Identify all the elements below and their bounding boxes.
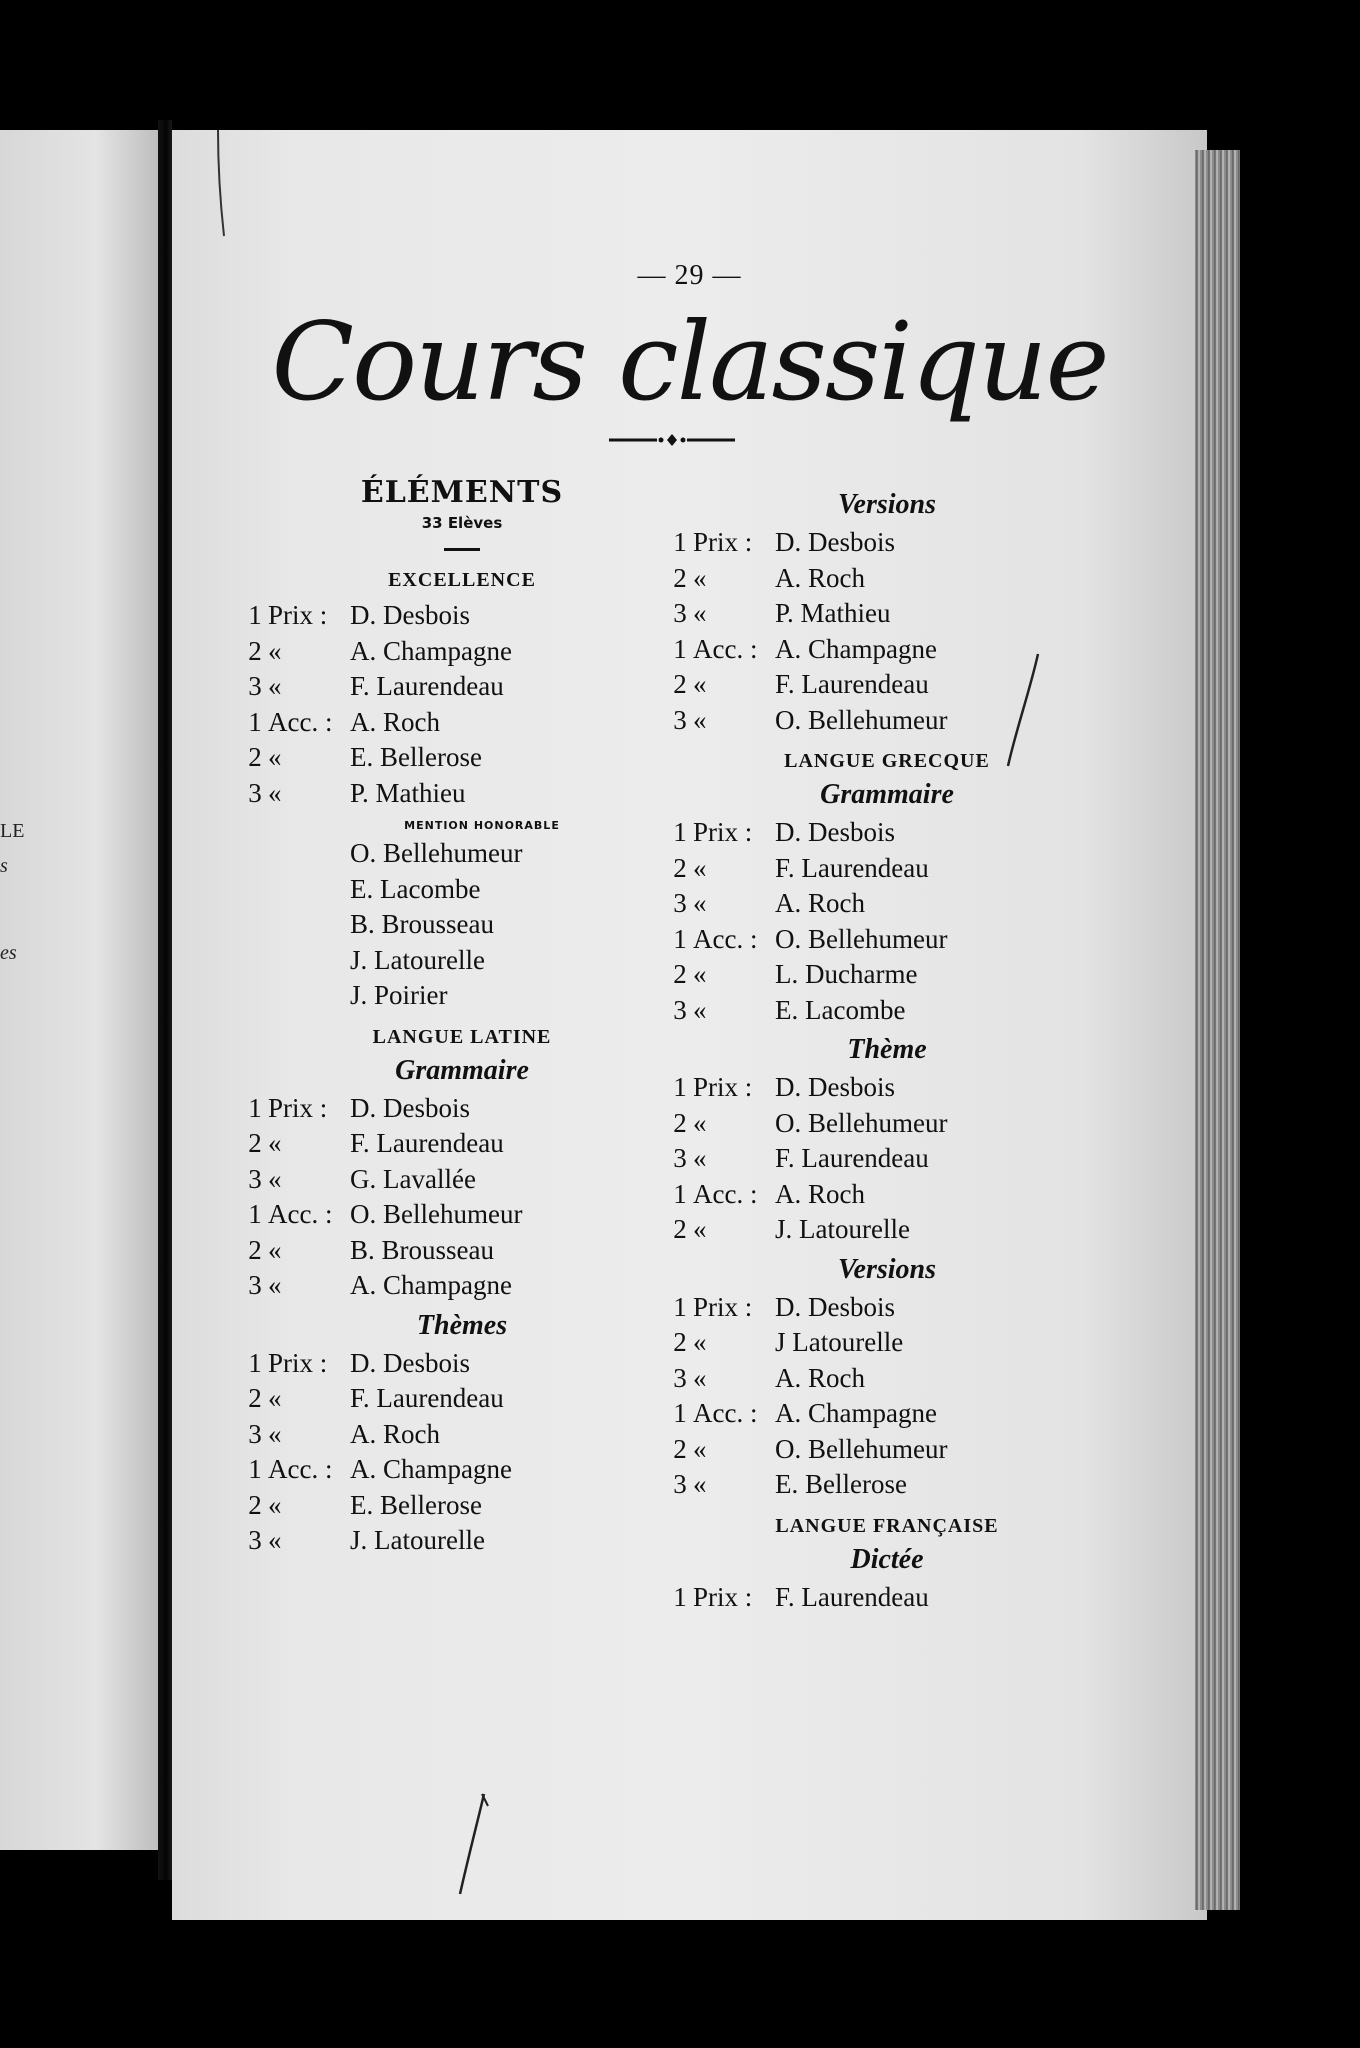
entry-label: «	[268, 1234, 282, 1265]
entry-rank: 3	[673, 994, 687, 1025]
subsection-heading: Versions	[837, 489, 937, 520]
prize-entry	[667, 1325, 1107, 1361]
prize-entry	[667, 1432, 1107, 1468]
entry-rank: 3	[673, 888, 687, 918]
facing-page-left	[0, 130, 160, 1850]
entry-name: F. Laurendeau	[775, 1143, 929, 1173]
prize-entry	[667, 957, 1107, 993]
entry-rank: 3	[673, 1469, 687, 1499]
subsection-heading: Grammaire	[820, 779, 954, 810]
entry-name: D. Desbois	[350, 1347, 470, 1378]
entry-rank: 1	[248, 1454, 262, 1484]
entry-name: A. Roch	[350, 706, 440, 737]
left-fragment: s	[0, 855, 8, 877]
entry-rank: 3	[248, 1418, 262, 1449]
entry-name: O. Bellehumeur	[775, 1433, 948, 1464]
entry-name: A. Champagne	[775, 633, 937, 664]
entry-rank: 2	[248, 1489, 262, 1520]
entry-label: «	[268, 635, 282, 666]
prize-entry	[667, 1361, 1107, 1397]
prize-entry	[667, 993, 1107, 1029]
prize-entry	[667, 1467, 1107, 1503]
subsection-heading: Thème	[847, 1034, 927, 1065]
entry-label: «	[693, 852, 707, 883]
section-heading: LANGUE FRANÇAISE	[775, 1514, 999, 1537]
prize-entry	[242, 1233, 682, 1269]
entry-label: «	[693, 1362, 707, 1393]
prize-entry	[667, 596, 1107, 632]
book-gutter	[158, 120, 172, 1880]
prize-entry	[242, 1381, 682, 1417]
entry-name: A. Roch	[350, 1418, 440, 1449]
entry-label: «	[693, 1107, 707, 1138]
ornament-divider-icon	[607, 430, 737, 450]
prize-entry	[667, 886, 1107, 922]
entry-rank: 3	[248, 777, 262, 808]
entry-name: B. Brousseau	[350, 1234, 494, 1265]
entry-name: A. Champagne	[350, 635, 512, 666]
prize-entry	[667, 815, 1107, 851]
prize-entry	[242, 776, 682, 812]
prize-entry	[242, 705, 682, 741]
entry-label: «	[268, 1489, 282, 1520]
entry-label: Acc. :	[693, 1178, 758, 1209]
entry-name: D. Desbois	[350, 1092, 470, 1123]
entry-label: «	[693, 1469, 707, 1499]
entry-name: P. Mathieu	[775, 598, 891, 628]
entry-label: Prix :	[268, 600, 328, 630]
entry-name: J Latourelle	[775, 1327, 904, 1357]
honorable-mention-name	[242, 907, 682, 943]
entry-rank: 3	[673, 1362, 687, 1393]
honorable-mention-name	[242, 943, 682, 979]
entry-rank: 2	[248, 1128, 262, 1158]
entry-name: A. Champagne	[350, 1454, 512, 1484]
entry-rank: 2	[248, 742, 262, 772]
entry-name: D. Desbois	[775, 1291, 895, 1322]
entry-label: «	[693, 669, 707, 699]
section-heading: 33 Elèves	[421, 514, 503, 532]
section-heading: LANGUE GRECQUE	[784, 750, 990, 772]
page-number: — 29 —	[637, 260, 742, 291]
entry-name: D. Desbois	[775, 817, 895, 847]
prize-entry	[667, 1212, 1107, 1248]
prize-entry	[242, 740, 682, 776]
prize-entry	[242, 1162, 682, 1198]
entry-label: Prix :	[693, 1581, 753, 1612]
entry-name: F. Laurendeau	[775, 669, 929, 699]
entry-rank: 2	[673, 1214, 687, 1244]
prize-entry	[667, 1396, 1107, 1432]
entry-rank: 1	[673, 1581, 687, 1612]
entry-rank: 2	[248, 1383, 262, 1413]
entry-name: L. Ducharme	[775, 959, 918, 989]
entry-name: E. Lacombe	[775, 994, 906, 1025]
section-dash	[444, 548, 480, 551]
entry-label: «	[268, 1383, 282, 1413]
entry-label: «	[693, 1327, 707, 1357]
entry-rank: 1	[673, 817, 687, 847]
entry-name: A. Roch	[775, 1178, 865, 1209]
entry-name: F. Laurendeau	[350, 671, 504, 701]
entry-label: Prix :	[268, 1347, 328, 1378]
prize-entry	[667, 1106, 1107, 1142]
entry-rank: 1	[673, 1291, 687, 1322]
subsection-heading: Versions	[837, 1253, 937, 1285]
entry-name: A. Roch	[775, 562, 865, 593]
entry-label: «	[268, 777, 282, 808]
prize-entry	[242, 1346, 682, 1382]
section-heading: MENTION HONORABLE	[404, 819, 560, 832]
entry-rank: 3	[248, 671, 262, 701]
entry-name: A. Champagne	[350, 1270, 512, 1300]
book-page	[172, 130, 1207, 1920]
entry-rank: 2	[673, 1433, 687, 1464]
entry-label: «	[268, 1418, 282, 1449]
prize-entry	[667, 1141, 1107, 1177]
entry-label: Prix :	[693, 1291, 753, 1322]
entry-label: Acc. :	[268, 1454, 333, 1484]
entry-rank: 1	[248, 1347, 262, 1378]
entry-rank: 2	[248, 635, 262, 666]
subsection-heading: Thèmes	[416, 1309, 508, 1341]
prize-entry	[242, 1091, 682, 1127]
entry-name: F. Laurendeau	[775, 852, 929, 883]
entry-label: Prix :	[693, 817, 753, 847]
entry-label: «	[268, 671, 282, 701]
prize-entry	[667, 922, 1107, 958]
section-heading: LANGUE LATINE	[372, 1025, 552, 1048]
entry-rank: 1	[248, 706, 262, 737]
entry-rank: 1	[673, 1398, 687, 1428]
entry-label: Prix :	[693, 527, 753, 557]
entry-name: J. Poirier	[350, 980, 448, 1010]
entry-label: «	[268, 1128, 282, 1158]
prize-entry	[667, 1290, 1107, 1326]
entry-rank: 3	[248, 1270, 262, 1300]
prize-entry	[242, 1523, 682, 1559]
entry-label: «	[268, 1525, 282, 1555]
entry-label: Prix :	[268, 1092, 328, 1123]
entry-label: «	[268, 1163, 282, 1194]
entry-name: G. Lavallée	[350, 1163, 476, 1194]
prize-entry	[242, 634, 682, 670]
entry-label: «	[693, 1433, 707, 1464]
prize-entry	[667, 1070, 1107, 1106]
entry-rank: 2	[673, 669, 687, 699]
entry-rank: 1	[673, 923, 687, 954]
entry-label: «	[693, 959, 707, 989]
entry-name: A. Roch	[775, 888, 865, 918]
prize-entry	[242, 669, 682, 705]
pencil-mark-icon	[1002, 650, 1042, 770]
prize-entry	[242, 1126, 682, 1162]
prize-entry	[242, 1488, 682, 1524]
prize-entry	[667, 1580, 1107, 1616]
entry-name: A. Champagne	[775, 1398, 937, 1428]
entry-rank: 1	[673, 633, 687, 664]
entry-name: F. Laurendeau	[775, 1581, 929, 1612]
entry-rank: 3	[673, 704, 687, 735]
entry-rank: 1	[673, 1178, 687, 1209]
left-fragment: es	[0, 942, 17, 964]
entry-name: O. Bellehumeur	[775, 1107, 948, 1138]
entry-rank: 2	[248, 1234, 262, 1265]
entry-rank: 2	[673, 852, 687, 883]
page-edges	[1195, 150, 1240, 1910]
entry-label: Acc. :	[693, 1398, 758, 1428]
entry-name: E. Bellerose	[350, 742, 482, 772]
entry-name: J. Latourelle	[350, 1525, 485, 1555]
entry-name: E. Lacombe	[350, 873, 481, 904]
entry-label: Acc. :	[268, 1199, 333, 1229]
subsection-heading: Grammaire	[395, 1054, 529, 1086]
entry-name: F. Laurendeau	[350, 1383, 504, 1413]
entry-name: O. Bellehumeur	[775, 704, 948, 735]
entry-name: F. Laurendeau	[350, 1128, 504, 1158]
entry-name: B. Brousseau	[350, 909, 494, 939]
left-fragment: LE	[0, 820, 25, 842]
entry-name: O. Bellehumeur	[350, 838, 523, 868]
entry-rank: 1	[673, 1072, 687, 1102]
entry-name: O. Bellehumeur	[775, 923, 948, 954]
prize-entry	[242, 1268, 682, 1304]
entry-rank: 3	[673, 598, 687, 628]
entry-label: Acc. :	[693, 633, 758, 664]
left-column	[242, 475, 682, 1559]
entry-rank: 3	[248, 1163, 262, 1194]
entry-rank: 1	[248, 1199, 262, 1229]
entry-rank: 1	[248, 1092, 262, 1123]
entry-name: J. Latourelle	[350, 944, 485, 975]
page-title: Cours classique	[271, 300, 1108, 425]
entry-label: «	[693, 994, 707, 1025]
entry-name: O. Bellehumeur	[350, 1199, 523, 1229]
entry-label: Acc. :	[268, 706, 333, 737]
entry-name: D. Desbois	[350, 600, 470, 630]
entry-name: A. Roch	[775, 1362, 865, 1393]
prize-entry	[667, 1177, 1107, 1213]
entry-label: «	[693, 888, 707, 918]
pencil-mark-icon	[212, 130, 232, 240]
prize-entry	[242, 1417, 682, 1453]
entry-rank: 2	[673, 1107, 687, 1138]
entry-name: D. Desbois	[775, 1072, 895, 1102]
subsection-heading: Dictée	[850, 1543, 924, 1575]
entry-label: «	[693, 1214, 707, 1244]
honorable-mention-name	[242, 978, 682, 1014]
entry-rank: 1	[248, 600, 262, 630]
entry-label: «	[693, 598, 707, 628]
entry-name: D. Desbois	[775, 527, 895, 557]
entry-rank: 3	[248, 1525, 262, 1555]
prize-entry	[667, 561, 1107, 597]
entry-rank: 2	[673, 1327, 687, 1357]
entry-label: «	[693, 704, 707, 735]
entry-name: P. Mathieu	[350, 777, 466, 808]
entry-label: «	[268, 742, 282, 772]
entry-rank: 1	[673, 527, 687, 557]
pencil-mark-icon	[452, 1790, 492, 1900]
prize-entry	[242, 1197, 682, 1233]
entry-name: E. Bellerose	[775, 1469, 907, 1499]
entry-rank: 2	[673, 959, 687, 989]
prize-entry	[242, 1452, 682, 1488]
entry-name: J. Latourelle	[775, 1214, 910, 1244]
entry-rank: 3	[673, 1143, 687, 1173]
honorable-mention-name	[242, 872, 682, 908]
entry-label: «	[693, 562, 707, 593]
prize-entry	[242, 598, 682, 634]
entry-label: Prix :	[693, 1072, 753, 1102]
section-heading: ÉLÉMENTS	[360, 475, 564, 510]
entry-rank: 2	[673, 562, 687, 593]
section-heading: EXCELLENCE	[388, 569, 536, 591]
entry-label: «	[693, 1143, 707, 1173]
entry-name: E. Bellerose	[350, 1489, 482, 1520]
entry-label: «	[268, 1270, 282, 1300]
prize-entry	[667, 851, 1107, 887]
honorable-mention-name	[242, 836, 682, 872]
entry-label: Acc. :	[693, 923, 758, 954]
prize-entry	[667, 525, 1107, 561]
